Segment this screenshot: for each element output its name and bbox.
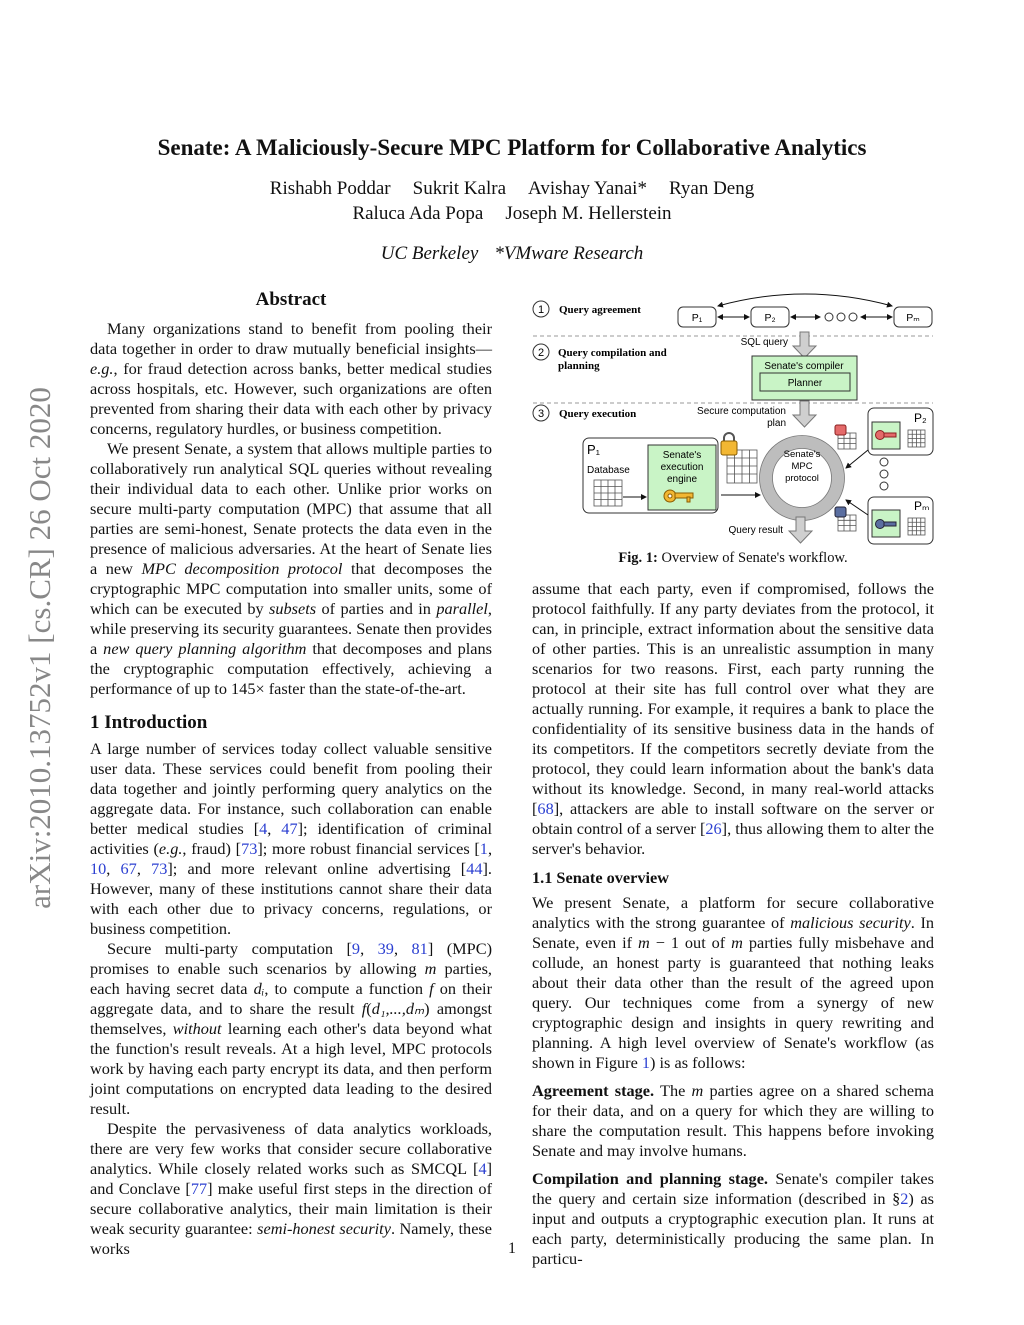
query-result-label: Query result: [728, 525, 783, 536]
plan-label: plan: [767, 418, 786, 429]
paper-title: Senate: A Maliciously-Secure MPC Platform for Collaborative Analytics: [157, 135, 867, 160]
author: Joseph M. Hellerstein: [505, 203, 672, 224]
ellipsis-dots: [825, 313, 857, 321]
database-grid-icon: [594, 480, 622, 506]
citation-link[interactable]: 44: [466, 859, 483, 878]
text-run: ]; and more relevant online advertising [: [167, 859, 467, 878]
text-run: , for fraud detection across banks, better medical studies across hospitals, etc. However, such organizations are often prevented from sharing their data with each other by privacy concerns, regulatory hurdles, or business competition.: [90, 359, 492, 438]
text-run: learning each other's data beyond what the function's result reveals. At a high level, MPC protocols work by having each party encrypt its data, and then perform joint computations on encrypted data leading to the desired result.: [90, 1019, 492, 1118]
encrypted-data-icon: [721, 433, 757, 483]
text-run: ] and Conclave [: [90, 1159, 492, 1198]
data-grid-icon: [908, 518, 925, 535]
step-label: Query agreement: [559, 304, 641, 316]
text-run: (: [366, 999, 372, 1018]
intro-paragraph: [90, 939, 492, 1119]
text-run: Many organizations stand to benefit from pooling their data together in order to draw mutually beneficial insights—: [90, 319, 492, 358]
author: Rishabh Poddar: [269, 178, 391, 199]
italic-text: m: [731, 933, 743, 952]
citation-link[interactable]: 26: [705, 819, 722, 838]
step-label: Query execution: [559, 408, 637, 420]
protocol-label: protocol: [785, 473, 819, 484]
text-run: Secure multi-party computation [: [107, 939, 352, 958]
text-run: on their aggregate data, and to share the result: [90, 979, 492, 1018]
text-run: , fraud) [: [182, 839, 242, 858]
subsection-heading: 1.1 Senate overview: [532, 868, 669, 887]
text-run: parties fully misbehave and collude, an honest party is guaranteed that nothing leaks about their data other than the result of the agreed upon query. Our techniques come from a synergy of new cryptographic design and insights in query rewriting and planning. A high level overview of Senate's workflow (as shown in Figure: [532, 933, 934, 1072]
text-run: that decomposes the cryptographic MPC computation into smaller units, some of which can be executed by: [90, 559, 492, 618]
affiliation: UC Berkeley: [380, 243, 479, 264]
abstract-paragraph: [90, 439, 492, 699]
protocol-label: Senate's: [783, 449, 821, 460]
italic-text: MPC decomposition protocol: [141, 559, 343, 578]
italic-text: f: [361, 999, 367, 1018]
intro-paragraph: [90, 739, 492, 939]
text-run: ] (MPC) promises to enable such scenarios by allowing: [90, 939, 492, 978]
planner-label: Planner: [787, 378, 823, 389]
text-run: ] make useful first steps in the direction of secure collaborative analytics, their main limitation is their weak security guarantee:: [90, 1179, 492, 1238]
body-paragraph: [532, 579, 934, 859]
text-run: Despite the pervasiveness of data analytics workloads, there are very few works that consider secure collaborative analytics. While closely related works such as SMCQL [: [90, 1119, 492, 1178]
party-label: P₁: [587, 442, 601, 457]
engine-label: execution: [660, 462, 704, 473]
citation-link[interactable]: 67: [120, 859, 137, 878]
step-number: 2: [537, 347, 545, 359]
citation-link[interactable]: 1: [479, 839, 488, 858]
text-run: , while preserving its security guarantees. Senate then provides a: [90, 599, 492, 658]
arxiv-identifier: arXiv:2010.13752v1 [cs.CR] 26 Oct 2020: [22, 387, 57, 909]
party-label: Pₘ: [914, 499, 930, 513]
text-run: We present Senate, a platform for secure collaborative analytics with the strong guarantee of: [532, 893, 934, 932]
text-run: ,: [487, 839, 493, 858]
figure-caption: [528, 550, 938, 567]
author: Raluca Ada Popa: [352, 203, 484, 224]
citation-link[interactable]: 4: [478, 1159, 487, 1178]
text-run: Senate's compiler takes the query and certain size information (described in §: [532, 1169, 934, 1208]
citation-link[interactable]: 77: [190, 1179, 208, 1198]
right-column: [532, 579, 934, 1269]
italic-text: e.g.: [158, 839, 183, 858]
encrypted-data-icon: [835, 425, 856, 449]
affiliations: [0, 243, 1024, 265]
text-run: ,: [106, 859, 121, 878]
author: Avishay Yanai*: [528, 178, 647, 199]
text-run: of parties and in: [316, 599, 437, 618]
text-run: ) is as follows:: [650, 1053, 746, 1072]
italic-text: m: [424, 959, 437, 978]
party-label: P₂: [914, 411, 927, 425]
italic-text: parallel: [436, 599, 488, 618]
text-run: ]; identification of criminal activities (: [90, 819, 493, 858]
figure-workflow: [528, 290, 938, 545]
protocol-label: MPC: [791, 461, 813, 472]
authors-row-2: [0, 203, 1024, 225]
text-run: ,: [393, 939, 412, 958]
body-paragraph: [532, 893, 934, 1073]
text-run: ], attackers are able to install software on the server or obtain control of a server [: [532, 799, 934, 838]
italic-text: new query planning algorithm: [103, 639, 307, 658]
citation-link[interactable]: 73: [151, 859, 168, 878]
step-number: 3: [537, 408, 545, 420]
bold-run-in-heading: Agreement stage.: [532, 1081, 655, 1100]
italic-text: semi-honest security: [257, 1219, 391, 1238]
step-label: Query compilation and: [558, 347, 667, 359]
citation-link[interactable]: 2: [900, 1189, 909, 1208]
italic-text: d₁,...,dₘ: [371, 999, 425, 1018]
italic-text: m: [691, 1081, 704, 1100]
citation-link[interactable]: 47: [281, 819, 298, 838]
ellipsis-dots: [880, 458, 888, 490]
party-label: P₂: [764, 312, 776, 324]
text-run: ]. However, many of these institutions cannot share their data with each other due to privacy concerns, regulations, or business competition.: [90, 859, 492, 938]
caption-label: Fig. 1:: [618, 550, 658, 566]
italic-text: malicious security: [790, 913, 911, 932]
engine-label: engine: [666, 474, 698, 485]
database-label: Database: [587, 465, 630, 476]
down-arrow-icon: [793, 332, 816, 358]
abstract-paragraph: [90, 319, 492, 439]
author: Sukrit Kalra: [412, 178, 507, 199]
encrypted-data-icon: [835, 507, 856, 531]
citation-link[interactable]: 4: [259, 819, 268, 838]
citation-link[interactable]: 9: [351, 939, 361, 958]
italic-text: e.g.: [90, 359, 114, 378]
citation-link[interactable]: 39: [377, 939, 394, 958]
authors-row-1: [0, 178, 1024, 200]
text-run: ,: [360, 939, 378, 958]
text-run: The: [654, 1081, 692, 1100]
caption-text: Overview of Senate's workflow.: [657, 550, 848, 566]
abstract-heading: Abstract: [255, 289, 327, 310]
citation-link[interactable]: 10: [90, 859, 107, 878]
text-run: , to compute a function: [264, 979, 430, 998]
left-column: [90, 290, 492, 1259]
author: Ryan Deng: [668, 178, 755, 199]
engine-label: Senate's: [662, 450, 702, 461]
text-run: ) amongst themselves,: [90, 999, 492, 1038]
citation-link[interactable]: 68: [537, 799, 554, 818]
text-run: that decomposes and plans the cryptographic computation effectively, achieving a performance of up to 145× faster than the state-of-the-art.: [90, 639, 493, 698]
italic-text: m: [637, 933, 650, 952]
down-arrow-icon: [793, 401, 816, 427]
text-run: . Namely, these works: [90, 1219, 492, 1258]
party-label: Pₘ: [906, 312, 920, 324]
text-run: ,: [136, 859, 152, 878]
affiliation: *VMware Research: [494, 243, 644, 264]
sql-query-label: SQL query: [740, 337, 788, 348]
introduction-heading: 1 Introduction: [90, 712, 208, 733]
text-run: ) as input and outputs a cryptographic execution plan. It runs at each party, deterministically producing the same plan. In particu-: [532, 1189, 934, 1268]
party-label: P₁: [691, 312, 703, 324]
text-run: ,: [267, 819, 282, 838]
text-run: We present Senate, a system that allows multiple parties to collaboratively run analytical SQL queries without revealing their individual data to each other. Unlike prior works on secure multi-party computation (MPC) that assume that all parties are semi-honest, Senate protects the data even in the presence of malicious adversaries. At the heart of Senate lies a new: [90, 439, 492, 578]
text-run: parties agree on a shared schema for their data, and on a query for which they are willing to share the computation result. This happens before invoking Senate and may involve humans.: [532, 1081, 934, 1160]
bold-run-in-heading: Compilation and planning stage.: [532, 1169, 768, 1188]
italic-text: without: [172, 1019, 222, 1038]
text-run: A large number of services today collect valuable sensitive user data. These services could benefit from pooling their data together and jointly performing query analytics on the aggregate data. For instance, such collaboration can enable better medical studies [: [90, 739, 492, 838]
text-run: ], thus allowing them to alter the server's behavior.: [532, 819, 934, 858]
text-run: . In Senate, even if: [532, 913, 935, 952]
plan-label: Secure computation: [697, 406, 786, 417]
data-grid-icon: [908, 430, 925, 447]
step-label: planning: [558, 360, 600, 372]
citation-link[interactable]: 73: [241, 839, 258, 858]
citation-link[interactable]: 1: [641, 1053, 651, 1072]
down-arrow-icon: [789, 517, 812, 543]
intro-paragraph: [90, 1119, 492, 1259]
step-number: 1: [537, 304, 545, 316]
text-run: parties, each having secret data: [90, 959, 493, 998]
italic-text: subsets: [269, 599, 317, 618]
compiler-label: Senate's compiler: [764, 361, 844, 372]
citation-link[interactable]: 81: [411, 939, 428, 958]
text-run: ]; more robust financial services [: [257, 839, 480, 858]
italic-text: dᵢ: [253, 979, 265, 998]
body-paragraph: [532, 1081, 934, 1161]
page-number: 1: [508, 1240, 516, 1257]
text-run: assume that each party, even if compromised, follows the protocol faithfully. If any party deviates from the protocol, it can, in principle, extract information about the sensitive data of other parties. This is an unrealistic assumption in many scenarios for two reasons. First, each party running the protocol at their site has full control over what they are actually running. For example, it requires a bank to place the confidentiality of its sensitive business data in the hands of its competitors. If the competitors secretly deviate from the protocol, they could learn information about the bank's data without its knowledge. Second, in many real-world attacks [: [532, 579, 934, 818]
italic-text: f: [429, 979, 434, 998]
text-run: − 1 out of: [649, 933, 732, 952]
